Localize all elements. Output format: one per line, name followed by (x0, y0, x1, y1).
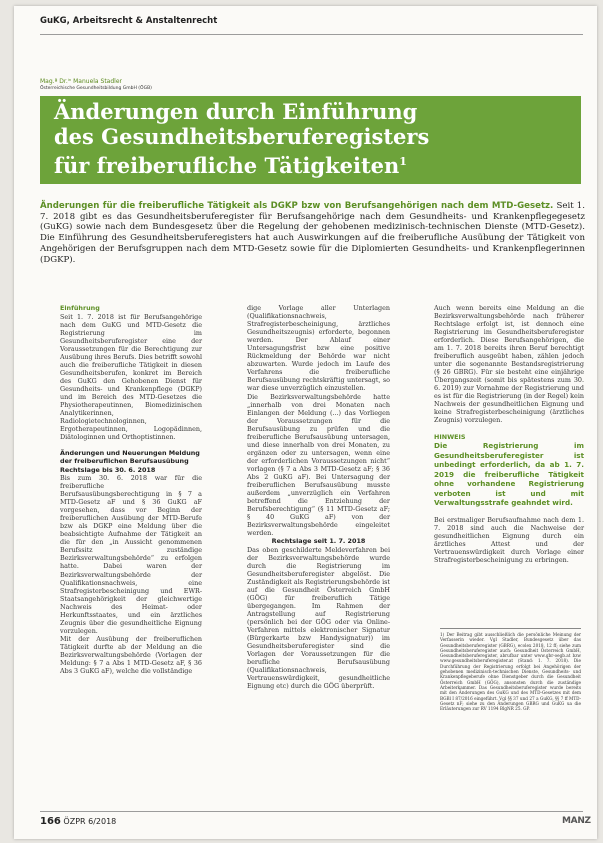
column-1 (60, 304, 202, 676)
col3-paragraph-1: Auch wenn bereits eine Meldung an die Bezirksverwaltungsbehörde nach früherer Rechtslage erfolgt ist, ist dennoch eine Registrierung im Gesundheitsberuferegister erforderlich. Diese Berufsangehörigen, die am 1. 7. 2018 bereits ihren Beruf berechtigt freiberuflich ausgeübt haben, zählen jedoch unter die sogenannte Bestandsregistrierung (§ 26 GBRG). Für sie besteht eine einjährige Übergangszeit (somit bis spätestens zum 30. 6. 2019) zur Vornahme der Registrierung und es ist für die Registrierung (in der Regel) kein Nachweis der gesundheitlichen Eignung und keine Strafregisterbescheinigung (ärztliches Zeugnis) vorzulegen. (434, 304, 584, 425)
hinweis-text: Die Registrierung im Gesundheitsberuferegister ist unbedingt erforderlich, da ab 1. 7. 2019 die freiberufliche Tätigkeit ohne vorhandene Registrierung verboten ist und mit Verwaltungsstrafe geahndet wird. (434, 441, 584, 508)
column-3 (434, 304, 584, 565)
header-divider (40, 34, 583, 35)
publisher-logo: MANZ (562, 816, 591, 826)
title-banner (40, 96, 581, 184)
title-line-2: des Gesundheitsberuferegisters (54, 124, 430, 149)
subheading-law-old: Rechtslage bis 30. 6. 2018 (60, 465, 156, 474)
title-line-1: Änderungen durch Einführung (54, 99, 418, 124)
subheading-changes: Änderungen und Neuerungen Meldung der freiberuflichen Berufsausübung (60, 449, 200, 466)
footnote: 1) Der Beitrag gibt ausschließlich die persönliche Meinung der Verfasserin wieder. Vgl Stadler, Bundesgesetz über das Gesundheitsberuferegister (GBRG), ecolex 2018, 12 ff; siehe zum Gesundheitsberuferegister auch: Gesundheit Österreich GmbH, Gesundheitsberuferegister, abrufbar unter www.gbr-oegb.at bzw www.gesundheitsberuferegister.at (Stand: 1. 7. 2018). Die Durchführung der Registrierung erfolgt bei Angehörigen der gehobenen medizinisch-technischen Dienste, Gesundheits- und Krankenpflegeberufe ohne Dienstgeber durch die Gesundheit Österreich GmbH (GÖG), ansonsten durch die zuständige Arbeiterkammer. Das Gesundheitsberuferegister wurde bereits mit den Änderungen des GuKG und des MTD-Gesetzes mit dem BGBl I 87/2016 eingeführt. Vgl §§ 37 und 27 a GuKG, §§ 7 ff MTD-Gesetz nF; siehe zu den Änderungen GBRG und GuKG ua die Erläuterungen zur RV 1194 BlgNR 25. GP. (440, 628, 581, 711)
article-authors: Mag.ª Dr.ⁱⁿ Manuela Stadler (40, 78, 122, 85)
title-footnote-mark: 1 (399, 155, 407, 168)
column-2 (247, 304, 390, 691)
footer-divider (40, 811, 583, 812)
article-title (54, 99, 429, 178)
hinweis-heading: HINWEIS (434, 432, 466, 441)
col1-paragraph-1: Seit 1. 7. 2018 ist für Berufsangehörige nach dem GuKG und MTD-Gesetz die Registrierung im Gesundheitsberuferegister eine der Voraussetzungen für die Berechtigung zur Ausübung ihres Berufs. Dies betrifft sowohl auch die freiberufliche Tätigkeit in diesen Gesundheitsberufen, konkret im Bereich des GuKG den Gehobenen Dienst für Gesundheits- und Krankenpflege (DGKP) und im Bereich des MTD-Gesetzes die Physiotherapeutinnen, Biomedizinischen Analytikerinnen, Radiologietechnologinnen, Ergotherapeutinnen, Logopädinnen, Diätologinnen und Orthoptistinnen. (60, 312, 202, 441)
lead-text: Seit 1. 7. 2018 gibt es das Gesundheitsberuferegister für Berufsangehörige nach dem Gesundheits- und Krankenpflegegesetz (GuKG) sowie nach dem Bundesgesetz über die Regelung der gehobenen medizinisch-technischen Dienste (MTD-Gesetz). Die Einführung des Gesundheitsberuferegisters hat auch Auswirkungen auf die freiberufliche Ausübung der Tätigkeit von Angehörigen der Berufsgruppen nach dem MTD-Gesetz sowie für die Diplomierten Gesundheits- und Krankenpflegerinnen (DGKP). (40, 200, 586, 266)
heading-einfuehrung: Einführung (60, 304, 100, 312)
col1-paragraph-3: Mit der Ausübung der freiberuflichen Tätigkeit durfte ab der Meldung an die Bezirksverwaltungsbehörde (Vorlagen der Meldung: § 7 a Abs 1 MTD-Gesetz aF, § 36 Abs 3 GuKG aF), welche die vollständige (60, 635, 202, 676)
lead-bold: Änderungen für die freiberufliche Tätigkeit als DGKP bzw von Berufsangehörigen nach dem MTD-Gesetz. (40, 200, 554, 211)
lead-paragraph (40, 201, 585, 266)
page-footer (40, 816, 116, 827)
author-affiliation: Österreichische Gesundheitsbildung GmbH (ÖGB) (40, 86, 152, 91)
title-line-3: für freiberufliche Tätigkeiten (54, 153, 400, 178)
subheading-law-new: Rechtslage seit 1. 7. 2018 (271, 537, 366, 546)
journal-issue: ÖZPR 6/2018 (63, 817, 117, 826)
col1-paragraph-2: Bis zum 30. 6. 2018 war für die freiberufliche Berufsausübungsberechtigung in § 7 a MTD-Gesetz aF und § 36 GuKG aF vorgesehen, dass vor Beginn der freiberuflichen Ausübung der MTD-Berufe bzw als DGKP eine Meldung über die beabsichtigte Aufnahme der Tätigkeit an die für den „in Aussicht genommenen Berufssitz zuständige Bezirksverwaltungsbehörde“ zu erfolgen hatte. Dabei waren der Bezirksverwaltungsbehörde der Qualifikationsnachweis, eine Strafregisterbescheinigung und EWR-Staatsangehörigkeit der gleichwertige Nachweis des Heimat- oder Herkunftsstaates, und ein ärztliches Zeugnis über die gesundheitliche Eignung vorzulegen. (60, 474, 202, 635)
col2-paragraph-3: Das oben geschilderte Meldeverfahren bei der Bezirksverwaltungsbehörde wurde durch die Registrierung im Gesundheitsberuferegister abgelöst. Die Zuständigkeit als Registrierungsbehörde ist auf die Gesundheit Österreich GmbH (GÖG) für freiberuflich Tätige übergegangen. Im Rahmen der Antragstellung auf Registrierung (persönlich bei der GÖG oder via Online-Verfahren mittels elektronischer Signatur (Bürgerkarte bzw Handysignatur)) im Gesundheitsberuferegister sind die Vorlagen der Voraussetzungen für die berufliche Berufsausübung (Qualifikationsnachweis, Vertrauenswürdigkeit, gesundheitliche Eignung etc) durch die GÖG überprüft. (247, 545, 390, 691)
col3-paragraph-2: Bei erstmaliger Berufsaufnahme nach dem 1. 7. 2018 sind auch die Nachweise der gesundheitlichen Eignung durch ein ärztliches Attest und der Vertrauenswürdigkeit durch Vorlage einer Strafregisterbescheinigung zu erbringen. (434, 516, 584, 565)
page-number: 166 (40, 816, 61, 827)
col2-paragraph-1: dige Vorlage aller Unterlagen (Qualifikationsnachweis, Strafregisterbescheinigung, ärztliches Gesundheitszeugnis) erforderte, begonnen werden. Der Ablauf einer Untersagungsfrist bzw eine positive Rückmeldung der Behörde war nicht abzuwarten. Wurde jedoch im Laufe des Verfahrens die freiberufliche Berufsausübung rechtskräftig untersagt, so war diese unverzüglich einzustellen. (247, 304, 390, 393)
section-title: GuKG, Arbeitsrecht & Anstaltenrecht (40, 16, 218, 26)
page (14, 6, 597, 839)
col2-paragraph-2: Die Bezirksverwaltungsbehörde hatte „innerhalb von drei Monaten nach Einlangen der Meldung (...) das Vorliegen der Voraussetzungen für die Berufsausübung zu prüfen und die freiberufliche Berufsausübung untersagen, und diese innerhalb von drei Monaten, zu ergänzen oder zu untersagen, wenn eine der erforderlichen Voraussetzungen nicht“ vorlagen (§ 7 a Abs 3 MTD-Gesetz aF; § 36 Abs 2 GuKG aF). Bei Untersagung der freiberuflichen Berufsausübung musste außerdem „unverzüglich ein Verfahren betreffend die Entziehung der Berufsberechtigung“ (§ 11 MTD-Gesetz aF; § 40 GuKG aF) von der Bezirksverwaltungsbehörde eingeleitet werden. (247, 392, 390, 537)
